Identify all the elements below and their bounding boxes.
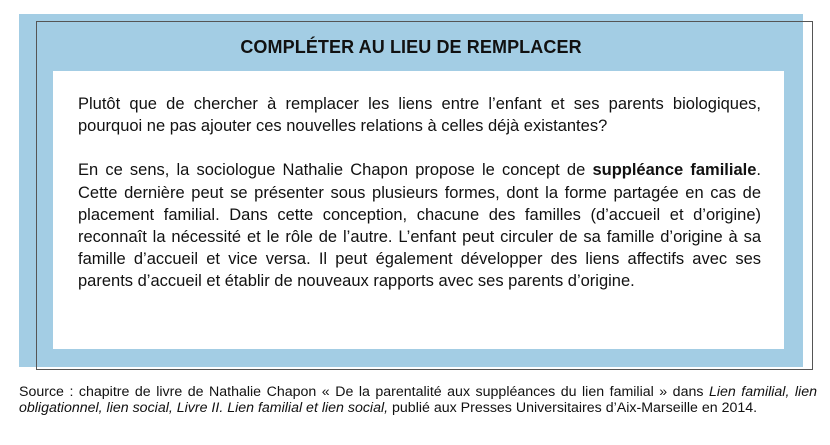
paragraph-definition-start: En ce sens, la sociologue Nathalie Chapon propose le concept de [78, 161, 593, 180]
source-book-title: Lien familial, lien obligationnel, lien social, Livre II. Lien familial et lien social, [19, 384, 817, 416]
source-citation-end: publié aux Presses Universitaires d’Aix-Marseille en 2014. [388, 400, 758, 416]
info-box-content [53, 71, 784, 349]
key-term: suppléance familiale [592, 161, 757, 180]
paragraph-intro: Plutôt que de chercher à remplacer les liens entre l’enfant et ses parents biologiques, pourquoi ne pas ajouter ces nouvelles relations à celles déjà existantes? [78, 95, 761, 136]
info-box-title: COMPLÉTER AU LIEU DE REMPLACER [240, 37, 582, 57]
source-citation-start: Source : chapitre de livre de Nathalie Chapon « De la parentalité aux suppléances du lien familial » dans [19, 384, 709, 400]
source-citation [19, 384, 817, 416]
paragraph-definition [78, 159, 761, 292]
paragraph-definition-rest: . Cette dernière peut se présenter sous plusieurs formes, dont la forme partagée en cas de placement familial. Dans cette conception, chacune des familles (d’accueil et d’origine) reconnaît la nécessité et le rôle de l’autre. L’enfant peut circuler de sa famille d’origine à sa famille d’accueil et vice versa. Il peut également développer des liens affectifs avec ses parents d’accueil et établir de nouveaux rapports avec ses parents d’origine. [78, 161, 762, 291]
